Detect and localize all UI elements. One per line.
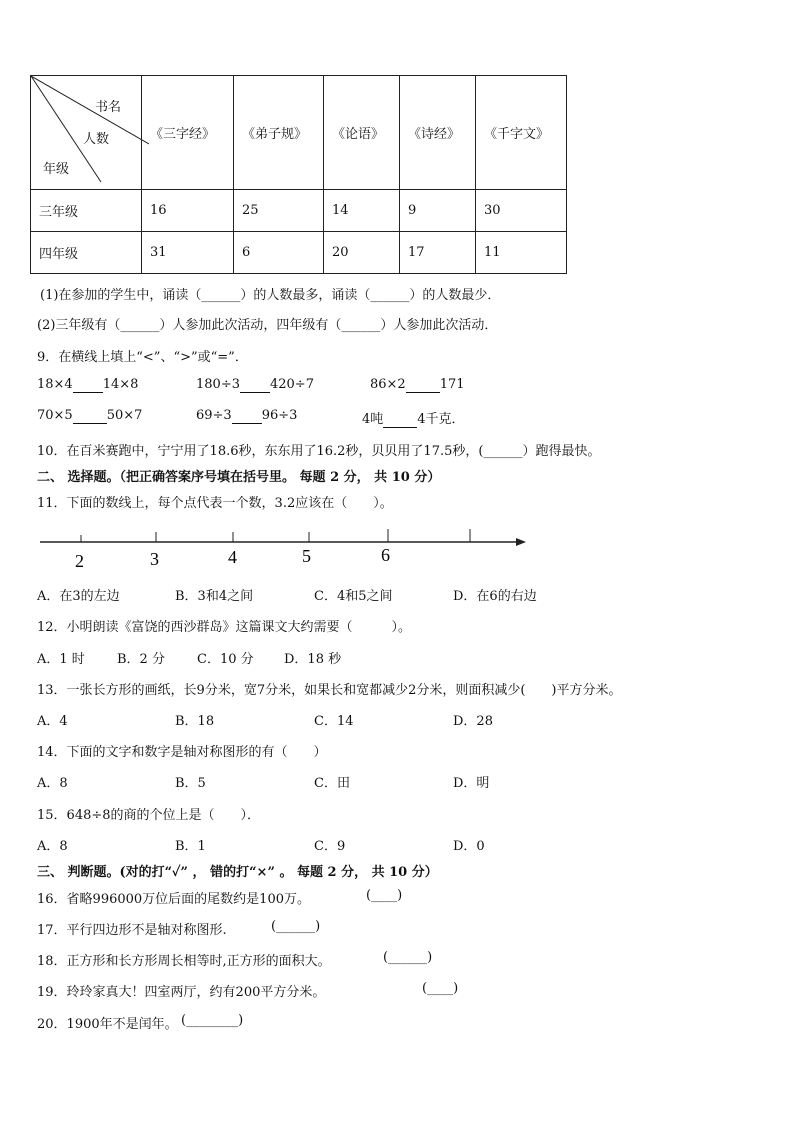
q15-option-d[interactable]: D．0 [453,839,485,854]
table-row [31,190,567,232]
q9-right: 96÷3 [261,408,298,423]
answer-blank[interactable] [232,408,262,424]
q20-answer-blank[interactable]: (________) [181,1013,244,1028]
q11-option-a[interactable]: A．在3的左边 [37,589,120,604]
q12-option-b[interactable]: B．2 分 [117,652,165,667]
q11-option-b[interactable]: B．3和4之间 [175,589,254,604]
q13-option-a[interactable]: A．4 [37,714,68,729]
book-header-4: 《诗经》 [400,76,476,190]
value-cell: 17 [400,232,476,274]
section-2-heading: 二、 选择题。（把正确答案序号填在括号里。 每题 2 分， 共 10 分） [37,470,441,485]
q9-left: 69÷3 [196,408,232,423]
q15-option-a[interactable]: A．8 [37,839,68,854]
q17-answer-blank[interactable]: (______) [271,919,321,934]
table-row [31,232,567,274]
value-cell: 20 [324,232,400,274]
q13-stem: 13．一张长方形的画纸，长9分米，宽7分米，如果长和宽都减少2分米，则面积减少( )平方分米。 [37,683,622,698]
q9-item-6 [362,408,465,428]
q12-stem: 12．小明朗读《富饶的西沙群岛》这篇课文大约需要（ ）。 [37,620,412,635]
value-cell: 11 [476,232,567,274]
book-header-2: 《弟子规》 [234,76,324,190]
q14-option-b[interactable]: B．5 [175,776,206,791]
q13-option-d[interactable]: D．28 [453,714,493,729]
arrow-head-icon [516,538,526,546]
value-cell: 31 [142,232,234,274]
q20: 20．1900年不是闰年。 [37,1017,178,1032]
value-cell: 30 [476,190,567,232]
q13-option-c[interactable]: C．14 [314,714,354,729]
q11-option-d[interactable]: D．在6的右边 [453,589,537,604]
q16-answer-blank[interactable]: (____) [366,888,403,903]
q19-answer-blank[interactable]: (____) [422,981,459,996]
q16: 16．省略996000万位后面的尾数约是100万。 [37,892,310,907]
answer-blank[interactable] [383,412,417,428]
book-header-3: 《论语》 [324,76,400,190]
q12-option-c[interactable]: C．10 分 [197,652,254,667]
number-line [40,525,530,573]
value-cell: 6 [234,232,324,274]
value-cell: 9 [400,190,476,232]
q17: 17．平行四边形不是轴对称图形. [37,923,227,938]
q9-right: 420÷7 [269,377,314,392]
tick-label: 3 [150,549,159,569]
q11-stem: 11．下面的数线上，每个点代表一个数，3.2应该在（ ）。 [37,496,393,511]
value-cell: 25 [234,190,324,232]
q15-option-c[interactable]: C．9 [314,839,346,854]
tick-label: 6 [381,545,390,565]
q9-title: 9．在横线上填上“<”、“>”或“=”． [37,350,248,365]
answer-blank[interactable] [73,377,103,393]
q14-option-d[interactable]: D．明 [453,776,490,791]
q9-left: 86×2 [370,377,406,392]
q13-option-b[interactable]: B．18 [175,714,215,729]
q9-left: 4吨 [362,412,384,427]
q9-left: 180÷3 [196,377,240,392]
q9-item-2 [196,377,314,393]
q12-option-d[interactable]: D．18 秒 [284,652,342,667]
corner-people-label: 人数 [83,132,110,147]
q15-stem: 15．648÷8的商的个位上是（ ）． [37,808,261,823]
book-header-5: 《千字文》 [476,76,567,190]
q14-option-a[interactable]: A．8 [37,776,68,791]
q15-option-b[interactable]: B．1 [175,839,206,854]
corner-book-label: 书名 [95,100,122,115]
answer-blank[interactable] [73,408,107,424]
q9-item-4 [37,408,142,424]
tick-label: 4 [228,547,237,567]
answer-blank[interactable] [406,377,440,393]
book-survey-table [30,75,567,274]
tick-label: 2 [75,551,84,571]
q11-option-c[interactable]: C．4和5之间 [314,589,393,604]
q9-left: 70×5 [37,408,73,423]
q9-right: 171 [439,377,465,392]
grade-cell: 四年级 [31,232,142,274]
tick-label: 5 [302,546,311,566]
q9-item-5 [196,408,297,424]
q9-right: 50×7 [106,408,143,423]
q8-part2: (2)三年级有（______）人参加此次活动，四年级有（______）人参加此次活动． [37,318,498,333]
q14-option-c[interactable]: C．田 [314,776,350,791]
q10: 10．在百米赛跑中，宁宁用了18.6秒，东东用了16.2秒，贝贝用了17.5秒，(______）跑得最快。 [37,444,601,459]
q9-right: 14×8 [102,377,139,392]
q18-answer-blank[interactable]: (______) [383,950,433,965]
answer-blank[interactable] [240,377,270,393]
q19: 19．玲玲家真大！四室两厅，约有200平方分米。 [37,985,326,1000]
value-cell: 16 [142,190,234,232]
q14-stem: 14．下面的文字和数字是轴对称图形的有（ ） [37,745,327,760]
value-cell: 14 [324,190,400,232]
book-header-1: 《三字经》 [142,76,234,190]
q9-right: 4千克． [417,412,465,427]
q12-option-a[interactable]: A．1 时 [37,652,85,667]
q9-item-3 [370,377,465,393]
q8-part1: (1)在参加的学生中，诵读（______）的人数最多，诵读（______）的人数最少． [40,288,501,303]
q9-left: 18×4 [37,377,73,392]
corner-grade-label: 年级 [43,162,70,177]
q18: 18．正方形和长方形周长相等时,正方形的面积大。 [37,954,331,969]
grade-cell: 三年级 [31,190,142,232]
q9-item-1 [37,377,138,393]
table-corner-cell [31,76,142,190]
section-3-heading: 三、 判断题。(对的打“✓” ， 错的打“×” 。 每题 2 分， 共 10 分） [37,865,438,880]
